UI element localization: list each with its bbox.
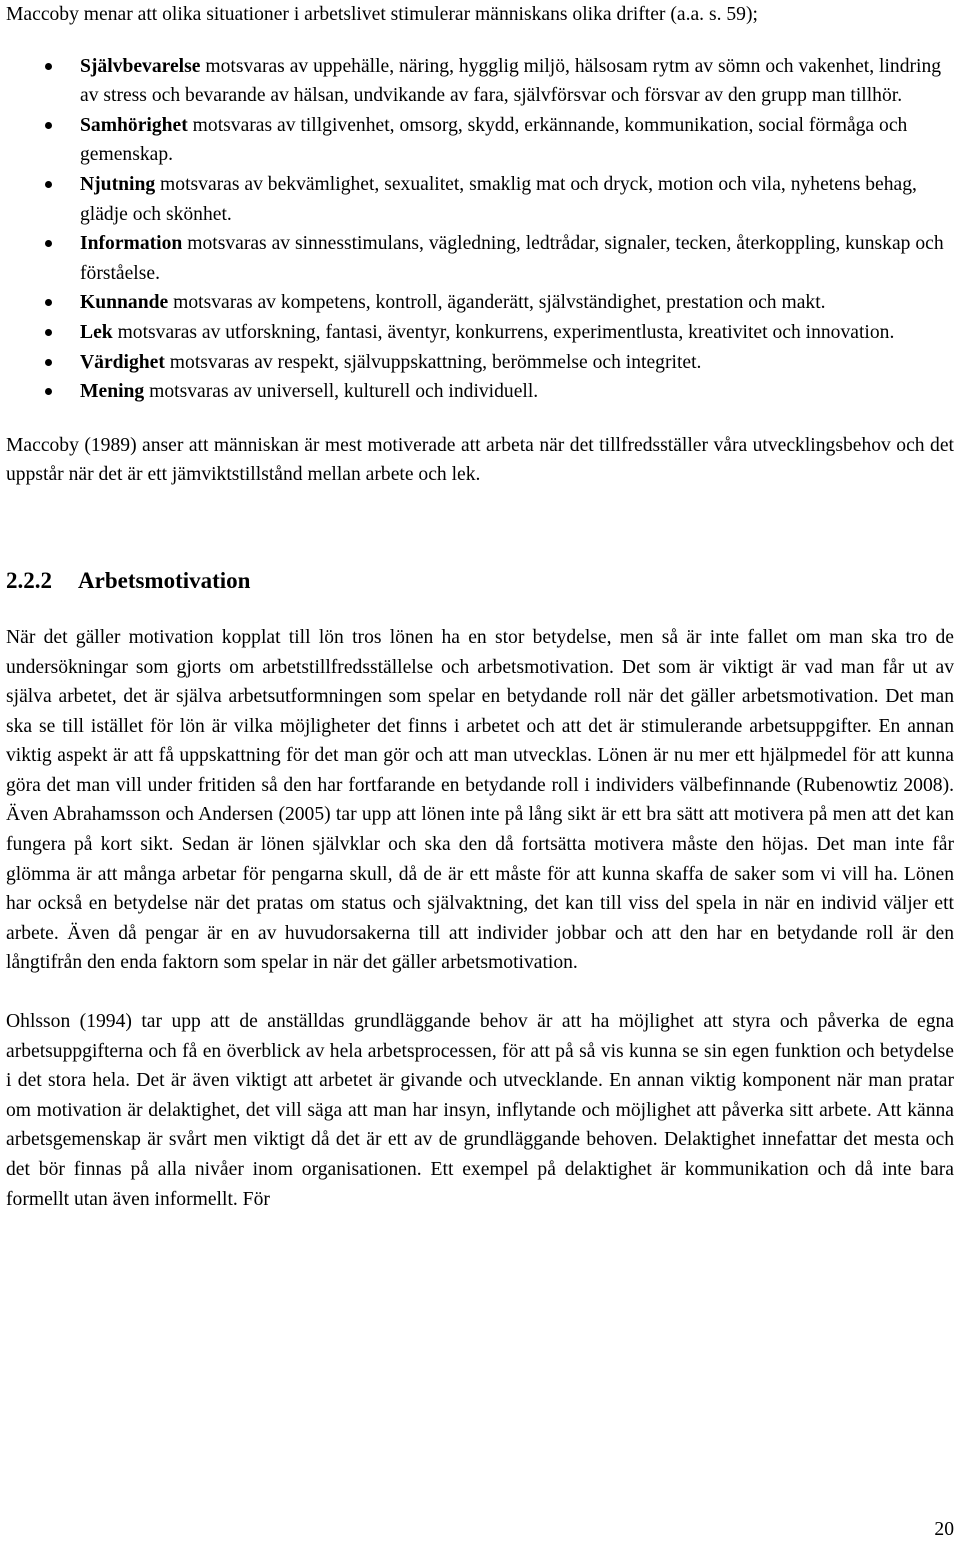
section-heading bbox=[6, 566, 954, 596]
bullet-icon bbox=[45, 240, 52, 247]
bullet-icon bbox=[45, 329, 52, 336]
list-item-term: Njutning bbox=[80, 173, 156, 195]
list-item-text: motsvaras av universell, kulturell och individuell. bbox=[144, 381, 539, 403]
bullet-icon bbox=[45, 122, 52, 129]
bullet-icon bbox=[45, 359, 52, 366]
ohlsson-paragraph: Ohlsson (1994) tar upp att de anställdas grundläggande behov är att ha möjlighet att styra och påverka de egna arbetsuppgifterna och få en överblick av hela arbetsprocessen, för att på så vis kunna se sin egen funktion och betydelse i det stora hela. Det är även viktigt att arbetet är givande och utvecklande. En annan viktig komponent när man pratar om motivation är delaktighet, det vill säga att man har insyn, inflytande och möjlighet att påverka sitt arbete. Att känna arbetsgemenskap är svårt men viktigt då det är ett av de grundläggande behoven. Delaktighet innefattar det mesta och det bör finnas på alla nivåer inom organisationen. Ett exempel på delaktighet är kommunikation och då inte bara formellt utan även informellt. För bbox=[6, 1011, 954, 1210]
drives-list bbox=[6, 52, 954, 407]
maccoby-paragraph: Maccoby (1989) anser att människan är mest motiverade att arbeta när det tillfredsställer våra utvecklingsbehov och det uppstår när det är ett jämviktstillstånd mellan arbete och lek. bbox=[6, 434, 954, 486]
list-item bbox=[6, 377, 954, 407]
bullet-icon bbox=[45, 63, 52, 70]
list-item-term: Värdighet bbox=[80, 351, 165, 373]
bullet-icon bbox=[45, 181, 52, 188]
section-number: 2.2.2 bbox=[6, 567, 52, 593]
list-item-text: motsvaras av respekt, självuppskattning, berömmelse och integritet. bbox=[164, 351, 702, 373]
list-item-text: motsvaras av tillgivenhet, omsorg, skydd, erkännande, kommunikation, social förmåga och gemenskap. bbox=[80, 114, 908, 166]
list-item-term: Kunnande bbox=[80, 292, 169, 314]
document-page bbox=[6, 0, 954, 1214]
section-title: Arbetsmotivation bbox=[78, 567, 251, 593]
salary-motivation-paragraph: När det gäller motivation kopplat till lön tros lönen ha en stor betydelse, men så är inte fallet om man ska tro de undersökningar som gjorts om arbetstillfredsställelse och arbetsmotivation. Det som är viktigt är vad man får ut av själva arbetet, det är själva arbetsutformningen som spelar en betydande roll när det gäller arbetsmotivation. Det man ska se till istället för lön är vilka möjligheter det finns i arbetet och att det är stimulerande arbetsuppgifter. En annan viktig aspekt är att få uppskattning för det man gör och att man utvecklas. Lönen är nu mer ett hjälpmedel för att kunna göra det man vill under fritiden så den har fortfarande en betydande roll i individers välbefinnande (Rubenowtiz 2008). Även Abrahamsson och Andersen (2005) tar upp att lönen inte på lång sikt är ett bra sätt att motivera på men att det kan fungera på kort sikt. Sedan är lönen självklar och ska den då fortsätta motivera måste den höjas. Det man inte får glömma är att många arbetar för pengarna skull, då de är ett måste för att kunna skaffa de saker som vi vill ha. Lönen har också en betydelse när det pratas om status och självaktning, det kan till viss del spela in när en individ väljer ett arbete. Även då pengar är en av huvudorsakerna till att individer jobbar och att den har en betydande roll är den långtifrån den enda faktorn som spelar in när det gäller arbetsmotivation. bbox=[6, 626, 954, 974]
list-item bbox=[6, 348, 954, 378]
list-item-text: motsvaras av utforskning, fantasi, äventyr, konkurrens, experimentlusta, kreativitet och innovation. bbox=[112, 321, 895, 343]
bullet-icon bbox=[45, 299, 52, 306]
list-item bbox=[6, 111, 954, 170]
list-item bbox=[6, 229, 954, 288]
list-item bbox=[6, 52, 954, 111]
intro-paragraph: Maccoby menar att olika situationer i arbetslivet stimulerar människans olika drifter (a.a. s. 59); bbox=[6, 4, 758, 25]
bullet-icon bbox=[45, 388, 52, 395]
list-item-text: motsvaras av bekvämlighet, sexualitet, smaklig mat och dryck, motion och vila, nyhetens behag, glädje och skönhet. bbox=[80, 173, 917, 225]
list-item-term: Lek bbox=[80, 321, 113, 343]
list-item-term: Självbevarelse bbox=[80, 55, 201, 77]
list-item-text: motsvaras av kompetens, kontroll, äganderätt, självständighet, prestation och makt. bbox=[168, 292, 826, 314]
page-number: 20 bbox=[934, 1519, 954, 1540]
list-item-term: Mening bbox=[80, 381, 145, 403]
list-item bbox=[6, 170, 954, 229]
list-item-text: motsvaras av sinnesstimulans, vägledning, ledtrådar, signaler, tecken, återkoppling, kunskap och förståelse. bbox=[80, 233, 944, 284]
list-item-term: Information bbox=[80, 233, 183, 255]
list-item bbox=[6, 288, 954, 318]
list-item-term: Samhörighet bbox=[80, 114, 188, 136]
list-item bbox=[6, 318, 954, 348]
list-item-text: motsvaras av uppehälle, näring, hygglig miljö, hälsosam rytm av sömn och vakenhet, lindring av stress och bevarande av hälsan, undvikande av fara, självförsvar och försvar av den grupp man tillhör. bbox=[80, 55, 942, 107]
